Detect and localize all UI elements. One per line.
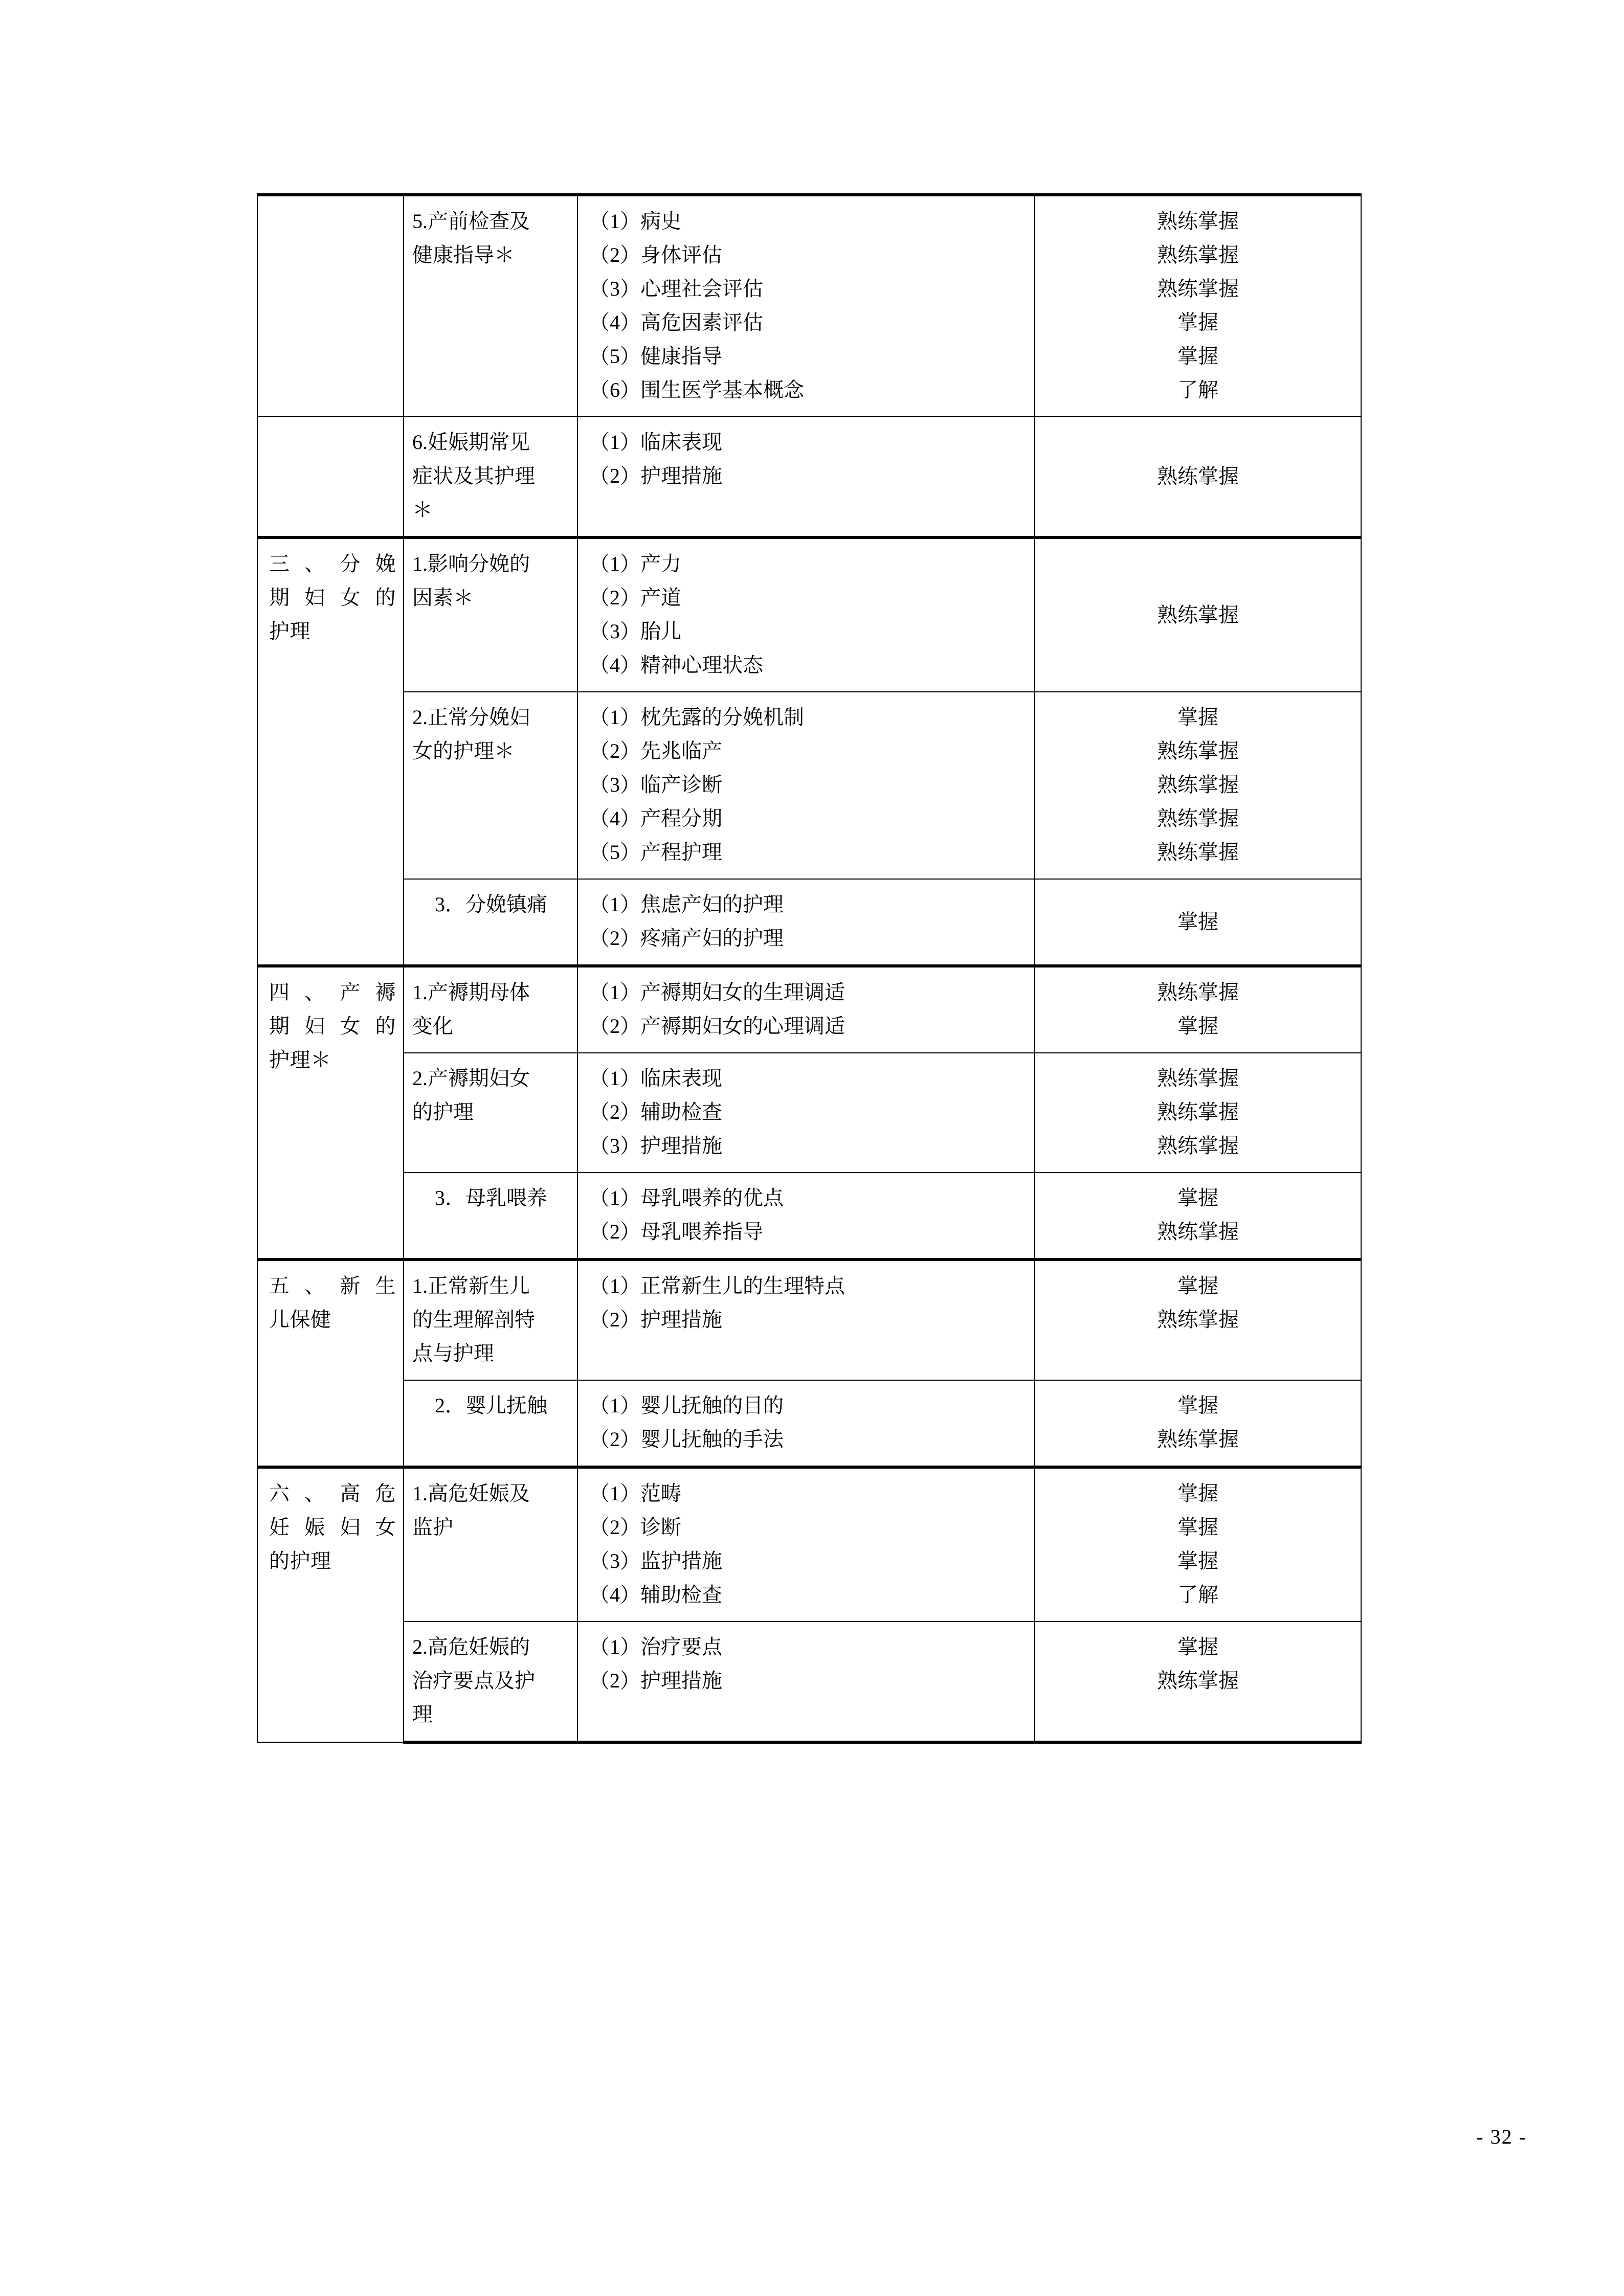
requirement-level-cell [1035,1053,1361,1173]
table-row [257,1380,1361,1467]
detail-item: （2）身体评估 [589,243,722,266]
detail-item: （1）正常新生儿的生理特点 [589,1274,845,1297]
topic-cell [404,195,577,417]
topic-label-line: ＊ [412,498,433,521]
topic-label-line: 5.产前检查及 [412,210,530,233]
detail-cell [577,1173,1035,1259]
requirement-level: 掌握 [1177,1015,1218,1038]
topic-label-line: 1.正常新生儿 [412,1274,530,1297]
requirement-level-cell [1035,537,1361,692]
requirement-level: 熟练掌握 [1157,1308,1239,1331]
topic-label-line: 点与护理 [412,1342,494,1365]
topic-label-line: 女的护理＊ [412,739,515,762]
table-row [257,537,1361,692]
topic-label-line: 理 [412,1703,433,1726]
requirement-level: 掌握 [1177,910,1218,933]
detail-item: （3）心理社会评估 [589,277,763,300]
topic-cell [404,692,577,879]
requirement-level: 掌握 [1177,311,1218,334]
topic-label-line: 治疗要点及护 [412,1669,535,1692]
requirement-level-cell [1035,879,1361,966]
topic-label-line: 2.产褥期妇女 [412,1067,530,1090]
requirement-level: 熟练掌握 [1157,807,1239,830]
topic-label-line: 因素＊ [412,586,474,609]
detail-item: （1）枕先露的分娩机制 [589,706,804,729]
topic-label-line: 2．婴儿抚触 [435,1394,547,1417]
topic-label-line: 1.产褥期母体 [412,981,530,1004]
table-row [257,1467,1361,1622]
requirement-level: 熟练掌握 [1157,465,1239,488]
detail-item: （4）高危因素评估 [589,311,763,334]
detail-item: （2）护理措施 [589,1669,722,1692]
table-row [257,692,1361,879]
detail-item: （1）范畴 [589,1482,681,1505]
detail-cell [577,966,1035,1053]
topic-cell [404,537,577,692]
detail-cell [577,1259,1035,1380]
detail-item: （4）产程分期 [589,807,722,830]
detail-item: （1）母乳喂养的优点 [589,1186,784,1209]
requirement-level: 熟练掌握 [1157,773,1239,796]
detail-cell [577,537,1035,692]
requirement-level: 掌握 [1177,1516,1218,1539]
detail-item: （2）产褥期妇女的心理调适 [589,1015,845,1038]
topic-label-line: 健康指导＊ [412,243,515,266]
unit-cell-empty [257,417,404,537]
table-row [257,417,1361,537]
unit-label-line: 期妇女的 [269,1015,396,1038]
requirement-level: 熟练掌握 [1157,1220,1239,1243]
requirement-level: 熟练掌握 [1157,210,1239,233]
topic-label-line: 3．母乳喂养 [435,1186,547,1209]
detail-item: （3）临产诊断 [589,773,722,796]
unit-label-line: 三、分娩 [269,552,396,575]
topic-cell [404,1380,577,1467]
topic-label-line: 监护 [412,1516,453,1539]
requirement-level: 掌握 [1177,1549,1218,1572]
requirement-level: 熟练掌握 [1157,1100,1239,1123]
detail-item: （2）疼痛产妇的护理 [589,927,784,950]
detail-item: （5）健康指导 [589,345,722,368]
requirement-level-cell [1035,1380,1361,1467]
detail-item: （2）诊断 [589,1516,681,1539]
detail-item: （1）产褥期妇女的生理调适 [589,981,845,1004]
unit-label-line: 五、新生 [269,1274,396,1297]
unit-label-line: 六、高危 [269,1482,396,1505]
requirement-level: 熟练掌握 [1157,243,1239,266]
detail-cell [577,1380,1035,1467]
page-number: - 32 - [1476,2125,1527,2148]
topic-cell [404,417,577,537]
unit-cell [257,1467,404,1742]
detail-item: （1）治疗要点 [589,1635,722,1658]
requirement-level-cell [1035,966,1361,1053]
topic-label-line: 2.正常分娩妇 [412,706,530,729]
topic-cell [404,1622,577,1742]
topic-label-line: 2.高危妊娠的 [412,1635,530,1658]
topic-label-line: 1.高危妊娠及 [412,1482,530,1505]
topic-label-line: 症状及其护理 [412,464,535,487]
detail-item: （1）产力 [589,552,681,575]
requirement-level: 掌握 [1177,1482,1218,1505]
table-row [257,1053,1361,1173]
topic-label-line: 的护理 [412,1100,474,1123]
requirement-level: 熟练掌握 [1157,1134,1239,1157]
requirement-level: 熟练掌握 [1157,277,1239,300]
table-row [257,966,1361,1053]
unit-label-line: 的护理 [269,1549,331,1572]
requirement-level: 掌握 [1177,1394,1218,1417]
detail-cell [577,692,1035,879]
detail-cell [577,1467,1035,1622]
detail-item: （3）护理措施 [589,1134,722,1157]
unit-label-line: 妊娠妇女 [269,1516,396,1539]
unit-label-line: 护理 [269,620,310,643]
topic-label-line: 3．分娩镇痛 [435,893,547,916]
detail-item: （1）婴儿抚触的目的 [589,1394,784,1417]
topic-cell [404,1467,577,1622]
table-row [257,195,1361,417]
detail-item: （1）临床表现 [589,431,722,454]
topic-cell [404,1173,577,1259]
requirement-level: 熟练掌握 [1157,981,1239,1004]
detail-item: （1）病史 [589,210,681,233]
topic-cell [404,1053,577,1173]
unit-cell [257,1259,404,1467]
topic-label-line: 的生理解剖特 [412,1308,535,1331]
requirement-level: 掌握 [1177,706,1218,729]
requirement-level-cell [1035,1259,1361,1380]
detail-item: （3）监护措施 [589,1549,722,1572]
requirement-level: 熟练掌握 [1157,1428,1239,1451]
unit-label-line: 护理＊ [269,1048,331,1071]
topic-label-line: 1.影响分娩的 [412,552,530,575]
requirement-level: 熟练掌握 [1157,1669,1239,1692]
detail-cell [577,417,1035,537]
requirement-level-cell [1035,692,1361,879]
detail-cell [577,1053,1035,1173]
detail-item: （2）护理措施 [589,464,722,487]
topic-cell [404,879,577,966]
requirement-level: 掌握 [1177,1274,1218,1297]
syllabus-table [257,193,1362,1744]
detail-item: （2）婴儿抚触的手法 [589,1428,784,1451]
unit-cell-empty [257,195,404,417]
requirement-level: 掌握 [1177,1186,1218,1209]
table-row [257,1622,1361,1742]
requirement-level: 熟练掌握 [1157,1067,1239,1090]
requirement-level-cell [1035,1467,1361,1622]
detail-cell [577,195,1035,417]
topic-cell [404,1259,577,1380]
requirement-level-cell [1035,1173,1361,1259]
table-row [257,1259,1361,1380]
unit-cell [257,537,404,966]
unit-cell [257,966,404,1259]
unit-label-line: 期妇女的 [269,586,396,609]
detail-item: （2）先兆临产 [589,739,722,762]
detail-item: （1）临床表现 [589,1067,722,1090]
requirement-level: 熟练掌握 [1157,841,1239,864]
detail-item: （1）焦虑产妇的护理 [589,893,784,916]
detail-item: （2）护理措施 [589,1308,722,1331]
detail-item: （3）胎儿 [589,620,681,643]
detail-item: （2）辅助检查 [589,1100,722,1123]
topic-cell [404,966,577,1053]
detail-cell [577,1622,1035,1742]
requirement-level-cell [1035,1622,1361,1742]
requirement-level: 掌握 [1177,1635,1218,1658]
requirement-level-cell [1035,417,1361,537]
requirement-level: 掌握 [1177,345,1218,368]
detail-item: （4）精神心理状态 [589,654,763,677]
requirement-level: 了解 [1177,378,1218,401]
topic-label-line: 6.妊娠期常见 [412,431,530,454]
topic-label-line: 变化 [412,1015,453,1038]
detail-item: （2）产道 [589,586,681,609]
requirement-level: 熟练掌握 [1157,739,1239,762]
table-row [257,1173,1361,1259]
table-row [257,879,1361,966]
unit-label-line: 四、产褥 [269,981,396,1004]
syllabus-table-body [257,195,1361,1742]
unit-label-line: 儿保健 [269,1308,331,1331]
requirement-level: 了解 [1177,1583,1218,1606]
detail-cell [577,879,1035,966]
detail-item: （4）辅助检查 [589,1583,722,1606]
requirement-level: 熟练掌握 [1157,603,1239,626]
detail-item: （6）围生医学基本概念 [589,378,804,401]
detail-item: （5）产程护理 [589,841,722,864]
detail-item: （2）母乳喂养指导 [589,1220,763,1243]
requirement-level-cell [1035,195,1361,417]
